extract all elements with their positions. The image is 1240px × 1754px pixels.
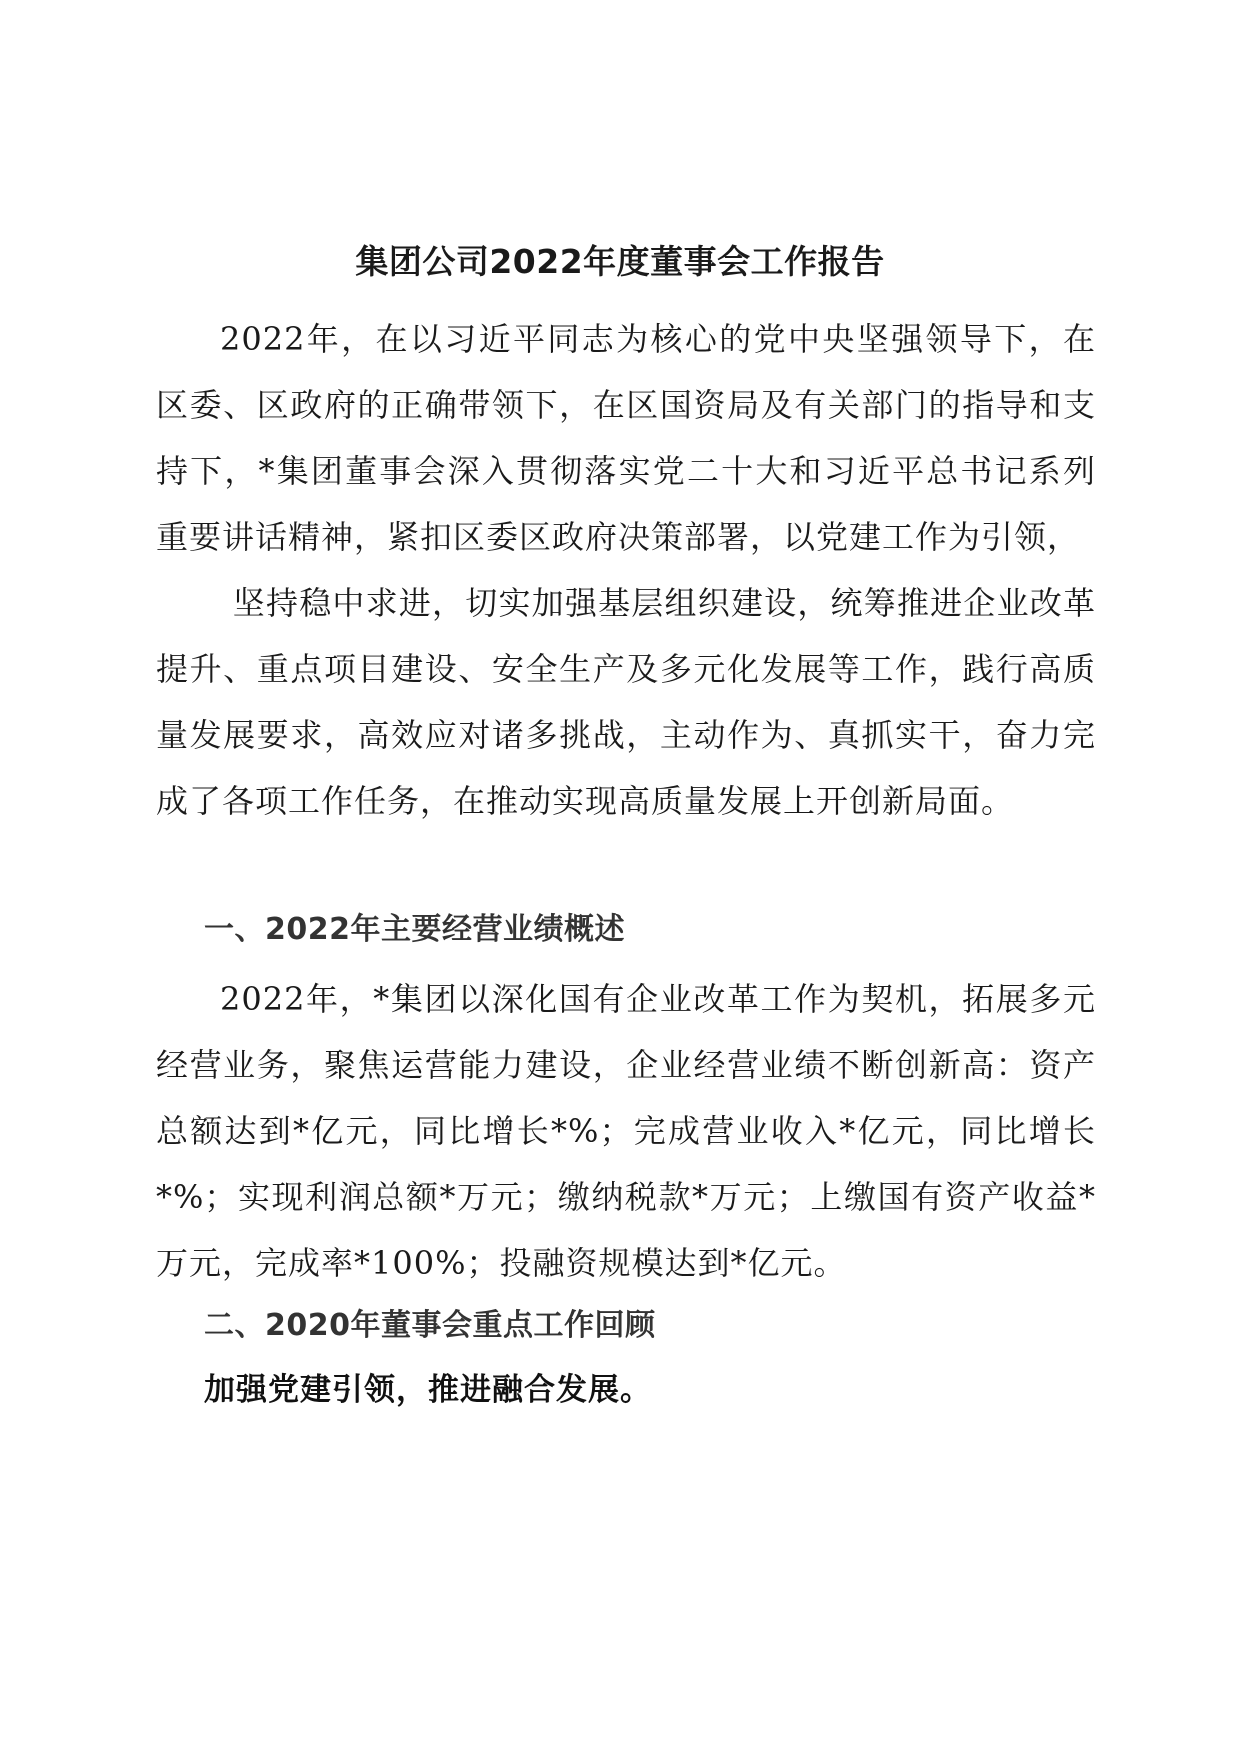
intro-paragraph: 2022年，在以习近平同志为核心的党中央坚强领导下，在区委、区政府的正确带领下，在区国资局及有关部门的指导和支持下，*集团董事会深入贯彻落实党二十大和习近平总书记系列重要讲话精神，紧扣区委区政府决策部署，以党建工作为引领， [156,320,1096,556]
section-heading-review: 二、2020年董事会重点工作回顾 [204,1308,656,1343]
document-title: 集团公司2022年度董事会工作报告 [355,242,885,281]
subsection-heading-party-building: 加强党建引领，推进融合发展。 [204,1372,652,1408]
section-heading-performance: 一、2022年主要经营业绩概述 [204,912,625,947]
summary-paragraph: 坚持稳中求进，切实加强基层组织建设，统筹推进企业改革提升、重点项目建设、安全生产及多元化发展等工作，践行高质量发展要求，高效应对诸多挑战，主动作为、真抓实干，奋力完成了各项工作任务，在推动实现高质量发展上开创新局面。 [156,584,1096,820]
performance-paragraph: 2022年，*集团以深化国有企业改革工作为契机，拓展多元经营业务，聚焦运营能力建设，企业经营业绩不断创新高：资产总额达到*亿元，同比增长*%；完成营业收入*亿元，同比增长*%；实现利润总额*万元；缴纳税款*万元；上缴国有资产收益*万元，完成率*100%；投融资规模达到*亿元。 [156,980,1096,1282]
